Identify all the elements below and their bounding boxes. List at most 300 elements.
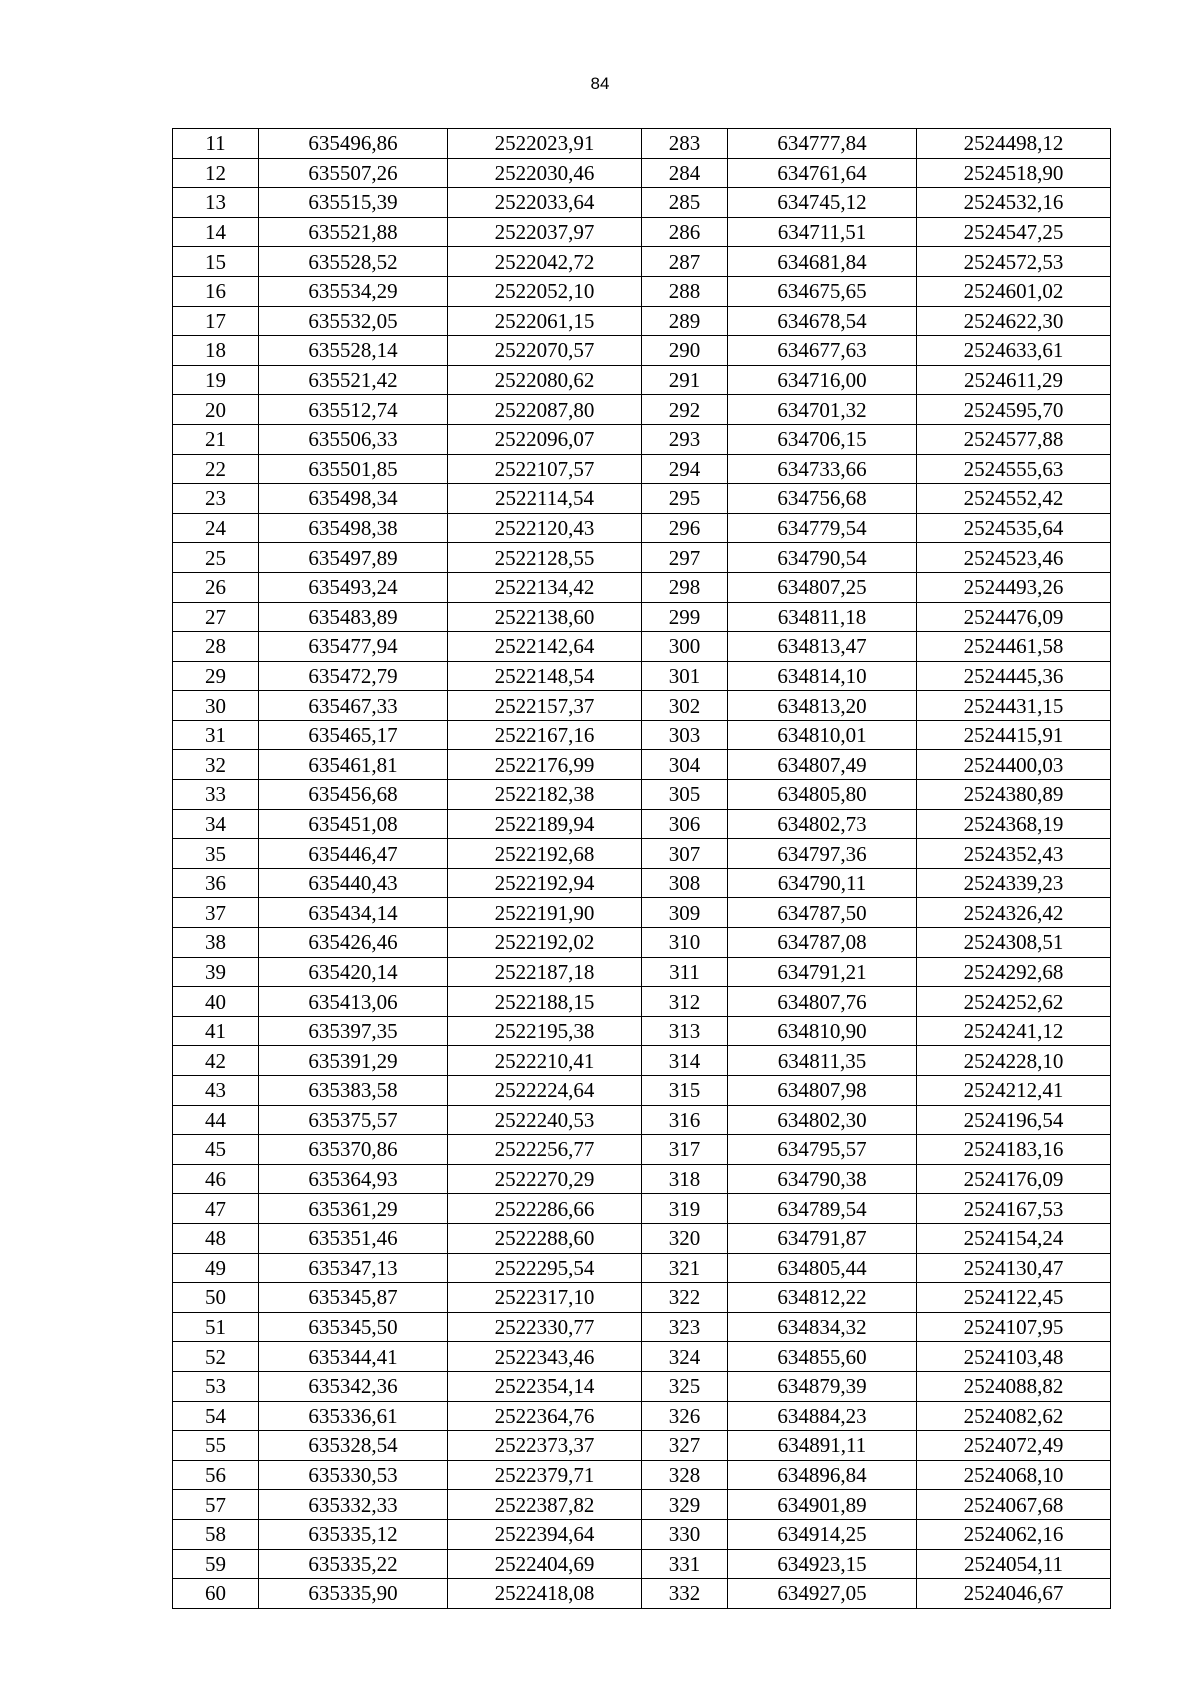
y-coordinate-cell: 2522167,16 — [448, 720, 642, 750]
point-number-cell: 293 — [642, 424, 728, 454]
x-coordinate-cell: 635440,43 — [259, 868, 448, 898]
y-coordinate-cell: 2522373,37 — [448, 1431, 642, 1461]
y-coordinate-cell: 2522192,02 — [448, 928, 642, 958]
point-number-cell: 26 — [173, 572, 259, 602]
x-coordinate-cell: 635345,87 — [259, 1283, 448, 1313]
point-number-cell: 18 — [173, 336, 259, 366]
point-number-cell: 47 — [173, 1194, 259, 1224]
x-coordinate-cell: 635330,53 — [259, 1460, 448, 1490]
point-number-cell: 324 — [642, 1342, 728, 1372]
y-coordinate-cell: 2524167,53 — [917, 1194, 1111, 1224]
x-coordinate-cell: 635451,08 — [259, 809, 448, 839]
x-coordinate-cell: 635467,33 — [259, 691, 448, 721]
point-number-cell: 28 — [173, 632, 259, 662]
table-row — [173, 632, 1111, 662]
x-coordinate-cell: 635328,54 — [259, 1431, 448, 1461]
point-number-cell: 20 — [173, 395, 259, 425]
table-row — [173, 1135, 1111, 1165]
table-row — [173, 661, 1111, 691]
table-row — [173, 336, 1111, 366]
y-coordinate-cell: 2522195,38 — [448, 1016, 642, 1046]
y-coordinate-cell: 2522330,77 — [448, 1312, 642, 1342]
page-number: 84 — [590, 74, 610, 93]
point-number-cell: 307 — [642, 839, 728, 869]
y-coordinate-cell: 2524476,09 — [917, 602, 1111, 632]
y-coordinate-cell: 2524493,26 — [917, 572, 1111, 602]
y-coordinate-cell: 2524326,42 — [917, 898, 1111, 928]
table-row — [173, 809, 1111, 839]
x-coordinate-cell: 634901,89 — [728, 1490, 917, 1520]
y-coordinate-cell: 2522080,62 — [448, 365, 642, 395]
table-row — [173, 424, 1111, 454]
point-number-cell: 43 — [173, 1076, 259, 1106]
x-coordinate-cell: 635361,29 — [259, 1194, 448, 1224]
y-coordinate-cell: 2524212,41 — [917, 1076, 1111, 1106]
y-coordinate-cell: 2524067,68 — [917, 1490, 1111, 1520]
point-number-cell: 286 — [642, 217, 728, 247]
y-coordinate-cell: 2524103,48 — [917, 1342, 1111, 1372]
y-coordinate-cell: 2522286,66 — [448, 1194, 642, 1224]
point-number-cell: 53 — [173, 1371, 259, 1401]
point-number-cell: 41 — [173, 1016, 259, 1046]
y-coordinate-cell: 2524068,10 — [917, 1460, 1111, 1490]
point-number-cell: 297 — [642, 543, 728, 573]
x-coordinate-cell: 634791,21 — [728, 957, 917, 987]
y-coordinate-cell: 2524122,45 — [917, 1283, 1111, 1313]
point-number-cell: 58 — [173, 1519, 259, 1549]
table-row — [173, 928, 1111, 958]
y-coordinate-cell: 2522134,42 — [448, 572, 642, 602]
y-coordinate-cell: 2522188,15 — [448, 987, 642, 1017]
x-coordinate-cell: 634810,01 — [728, 720, 917, 750]
x-coordinate-cell: 635521,88 — [259, 217, 448, 247]
x-coordinate-cell: 635375,57 — [259, 1105, 448, 1135]
y-coordinate-cell: 2522343,46 — [448, 1342, 642, 1372]
x-coordinate-cell: 635528,14 — [259, 336, 448, 366]
y-coordinate-cell: 2522192,94 — [448, 868, 642, 898]
x-coordinate-cell: 634855,60 — [728, 1342, 917, 1372]
x-coordinate-cell: 634795,57 — [728, 1135, 917, 1165]
x-coordinate-cell: 634790,54 — [728, 543, 917, 573]
y-coordinate-cell: 2522387,82 — [448, 1490, 642, 1520]
x-coordinate-cell: 635336,61 — [259, 1401, 448, 1431]
x-coordinate-cell: 634812,22 — [728, 1283, 917, 1313]
y-coordinate-cell: 2524518,90 — [917, 158, 1111, 188]
table-row — [173, 1460, 1111, 1490]
x-coordinate-cell: 635497,89 — [259, 543, 448, 573]
point-number-cell: 315 — [642, 1076, 728, 1106]
y-coordinate-cell: 2524292,68 — [917, 957, 1111, 987]
x-coordinate-cell: 635507,26 — [259, 158, 448, 188]
table-row — [173, 217, 1111, 247]
point-number-cell: 312 — [642, 987, 728, 1017]
point-number-cell: 294 — [642, 454, 728, 484]
table-row — [173, 720, 1111, 750]
x-coordinate-cell: 634791,87 — [728, 1223, 917, 1253]
point-number-cell: 37 — [173, 898, 259, 928]
point-number-cell: 42 — [173, 1046, 259, 1076]
point-number-cell: 320 — [642, 1223, 728, 1253]
table-row — [173, 1401, 1111, 1431]
y-coordinate-cell: 2522256,77 — [448, 1135, 642, 1165]
point-number-cell: 30 — [173, 691, 259, 721]
point-number-cell: 331 — [642, 1549, 728, 1579]
y-coordinate-cell: 2524228,10 — [917, 1046, 1111, 1076]
y-coordinate-cell: 2522114,54 — [448, 484, 642, 514]
y-coordinate-cell: 2524154,24 — [917, 1223, 1111, 1253]
table-row — [173, 1519, 1111, 1549]
table-row — [173, 158, 1111, 188]
point-number-cell: 328 — [642, 1460, 728, 1490]
y-coordinate-cell: 2522192,68 — [448, 839, 642, 869]
x-coordinate-cell: 635521,42 — [259, 365, 448, 395]
point-number-cell: 44 — [173, 1105, 259, 1135]
table-row — [173, 1046, 1111, 1076]
y-coordinate-cell: 2522240,53 — [448, 1105, 642, 1135]
table-row — [173, 1164, 1111, 1194]
x-coordinate-cell: 634745,12 — [728, 188, 917, 218]
x-coordinate-cell: 635446,47 — [259, 839, 448, 869]
x-coordinate-cell: 634813,47 — [728, 632, 917, 662]
x-coordinate-cell: 634834,32 — [728, 1312, 917, 1342]
point-number-cell: 24 — [173, 513, 259, 543]
y-coordinate-cell: 2524183,16 — [917, 1135, 1111, 1165]
y-coordinate-cell: 2522394,64 — [448, 1519, 642, 1549]
x-coordinate-cell: 634923,15 — [728, 1549, 917, 1579]
table-row — [173, 898, 1111, 928]
y-coordinate-cell: 2524072,49 — [917, 1431, 1111, 1461]
x-coordinate-cell: 635344,41 — [259, 1342, 448, 1372]
point-number-cell: 299 — [642, 602, 728, 632]
x-coordinate-cell: 634797,36 — [728, 839, 917, 869]
y-coordinate-cell: 2524252,62 — [917, 987, 1111, 1017]
point-number-cell: 303 — [642, 720, 728, 750]
y-coordinate-cell: 2522182,38 — [448, 780, 642, 810]
x-coordinate-cell: 635347,13 — [259, 1253, 448, 1283]
point-number-cell: 321 — [642, 1253, 728, 1283]
table-row — [173, 1549, 1111, 1579]
point-number-cell: 55 — [173, 1431, 259, 1461]
y-coordinate-cell: 2522061,15 — [448, 306, 642, 336]
x-coordinate-cell: 634811,35 — [728, 1046, 917, 1076]
y-coordinate-cell: 2524196,54 — [917, 1105, 1111, 1135]
y-coordinate-cell: 2524461,58 — [917, 632, 1111, 662]
x-coordinate-cell: 635472,79 — [259, 661, 448, 691]
y-coordinate-cell: 2522189,94 — [448, 809, 642, 839]
y-coordinate-cell: 2522404,69 — [448, 1549, 642, 1579]
x-coordinate-cell: 635342,36 — [259, 1371, 448, 1401]
y-coordinate-cell: 2524532,16 — [917, 188, 1111, 218]
y-coordinate-cell: 2522317,10 — [448, 1283, 642, 1313]
table-row — [173, 750, 1111, 780]
y-coordinate-cell: 2522364,76 — [448, 1401, 642, 1431]
table-row — [173, 1490, 1111, 1520]
point-number-cell: 49 — [173, 1253, 259, 1283]
point-number-cell: 19 — [173, 365, 259, 395]
x-coordinate-cell: 634807,49 — [728, 750, 917, 780]
y-coordinate-cell: 2524572,53 — [917, 247, 1111, 277]
x-coordinate-cell: 635506,33 — [259, 424, 448, 454]
point-number-cell: 16 — [173, 276, 259, 306]
x-coordinate-cell: 635335,22 — [259, 1549, 448, 1579]
point-number-cell: 296 — [642, 513, 728, 543]
y-coordinate-cell: 2524400,03 — [917, 750, 1111, 780]
point-number-cell: 29 — [173, 661, 259, 691]
y-coordinate-cell: 2524130,47 — [917, 1253, 1111, 1283]
x-coordinate-cell: 634811,18 — [728, 602, 917, 632]
x-coordinate-cell: 635391,29 — [259, 1046, 448, 1076]
x-coordinate-cell: 634891,11 — [728, 1431, 917, 1461]
table-row — [173, 247, 1111, 277]
x-coordinate-cell: 635483,89 — [259, 602, 448, 632]
y-coordinate-cell: 2522354,14 — [448, 1371, 642, 1401]
y-coordinate-cell: 2524577,88 — [917, 424, 1111, 454]
point-number-cell: 301 — [642, 661, 728, 691]
y-coordinate-cell: 2522070,57 — [448, 336, 642, 366]
y-coordinate-cell: 2522270,29 — [448, 1164, 642, 1194]
point-number-cell: 59 — [173, 1549, 259, 1579]
table-row — [173, 1283, 1111, 1313]
x-coordinate-cell: 634802,73 — [728, 809, 917, 839]
table-row — [173, 1016, 1111, 1046]
point-number-cell: 326 — [642, 1401, 728, 1431]
point-number-cell: 38 — [173, 928, 259, 958]
x-coordinate-cell: 635496,86 — [259, 129, 448, 159]
table-row — [173, 1105, 1111, 1135]
point-number-cell: 45 — [173, 1135, 259, 1165]
point-number-cell: 292 — [642, 395, 728, 425]
point-number-cell: 329 — [642, 1490, 728, 1520]
table-row — [173, 1076, 1111, 1106]
point-number-cell: 27 — [173, 602, 259, 632]
point-number-cell: 13 — [173, 188, 259, 218]
point-number-cell: 22 — [173, 454, 259, 484]
y-coordinate-cell: 2522288,60 — [448, 1223, 642, 1253]
x-coordinate-cell: 635364,93 — [259, 1164, 448, 1194]
x-coordinate-cell: 635493,24 — [259, 572, 448, 602]
point-number-cell: 311 — [642, 957, 728, 987]
y-coordinate-cell: 2522037,97 — [448, 217, 642, 247]
point-number-cell: 325 — [642, 1371, 728, 1401]
point-number-cell: 57 — [173, 1490, 259, 1520]
table-row — [173, 1371, 1111, 1401]
point-number-cell: 322 — [642, 1283, 728, 1313]
table-row — [173, 1431, 1111, 1461]
point-number-cell: 33 — [173, 780, 259, 810]
y-coordinate-cell: 2524088,82 — [917, 1371, 1111, 1401]
y-coordinate-cell: 2522187,18 — [448, 957, 642, 987]
point-number-cell: 295 — [642, 484, 728, 514]
y-coordinate-cell: 2524622,30 — [917, 306, 1111, 336]
x-coordinate-cell: 634789,54 — [728, 1194, 917, 1224]
y-coordinate-cell: 2522176,99 — [448, 750, 642, 780]
x-coordinate-cell: 634701,32 — [728, 395, 917, 425]
x-coordinate-cell: 634790,38 — [728, 1164, 917, 1194]
y-coordinate-cell: 2522295,54 — [448, 1253, 642, 1283]
x-coordinate-cell: 635335,90 — [259, 1579, 448, 1609]
table-row — [173, 691, 1111, 721]
point-number-cell: 313 — [642, 1016, 728, 1046]
x-coordinate-cell: 635515,39 — [259, 188, 448, 218]
x-coordinate-cell: 635370,86 — [259, 1135, 448, 1165]
point-number-cell: 308 — [642, 868, 728, 898]
table-row — [173, 543, 1111, 573]
point-number-cell: 36 — [173, 868, 259, 898]
x-coordinate-cell: 634802,30 — [728, 1105, 917, 1135]
x-coordinate-cell: 634675,65 — [728, 276, 917, 306]
x-coordinate-cell: 634706,15 — [728, 424, 917, 454]
table-row — [173, 484, 1111, 514]
x-coordinate-cell: 635434,14 — [259, 898, 448, 928]
point-number-cell: 305 — [642, 780, 728, 810]
x-coordinate-cell: 634787,50 — [728, 898, 917, 928]
y-coordinate-cell: 2524368,19 — [917, 809, 1111, 839]
point-number-cell: 17 — [173, 306, 259, 336]
y-coordinate-cell: 2524547,25 — [917, 217, 1111, 247]
point-number-cell: 300 — [642, 632, 728, 662]
y-coordinate-cell: 2522210,41 — [448, 1046, 642, 1076]
y-coordinate-cell: 2524062,16 — [917, 1519, 1111, 1549]
point-number-cell: 288 — [642, 276, 728, 306]
y-coordinate-cell: 2524595,70 — [917, 395, 1111, 425]
point-number-cell: 39 — [173, 957, 259, 987]
point-number-cell: 11 — [173, 129, 259, 159]
table-row — [173, 1579, 1111, 1609]
x-coordinate-cell: 635335,12 — [259, 1519, 448, 1549]
table-row — [173, 129, 1111, 159]
x-coordinate-cell: 635397,35 — [259, 1016, 448, 1046]
y-coordinate-cell: 2522379,71 — [448, 1460, 642, 1490]
table-row — [173, 602, 1111, 632]
x-coordinate-cell: 635477,94 — [259, 632, 448, 662]
x-coordinate-cell: 634756,68 — [728, 484, 917, 514]
point-number-cell: 306 — [642, 809, 728, 839]
point-number-cell: 15 — [173, 247, 259, 277]
y-coordinate-cell: 2522148,54 — [448, 661, 642, 691]
point-number-cell: 21 — [173, 424, 259, 454]
y-coordinate-cell: 2522142,64 — [448, 632, 642, 662]
x-coordinate-cell: 635351,46 — [259, 1223, 448, 1253]
table-row — [173, 1312, 1111, 1342]
x-coordinate-cell: 634716,00 — [728, 365, 917, 395]
x-coordinate-cell: 635413,06 — [259, 987, 448, 1017]
x-coordinate-cell: 634681,84 — [728, 247, 917, 277]
x-coordinate-cell: 634807,98 — [728, 1076, 917, 1106]
x-coordinate-cell: 634733,66 — [728, 454, 917, 484]
point-number-cell: 287 — [642, 247, 728, 277]
table-row — [173, 839, 1111, 869]
y-coordinate-cell: 2524552,42 — [917, 484, 1111, 514]
point-number-cell: 284 — [642, 158, 728, 188]
x-coordinate-cell: 635345,50 — [259, 1312, 448, 1342]
point-number-cell: 318 — [642, 1164, 728, 1194]
x-coordinate-cell: 634914,25 — [728, 1519, 917, 1549]
y-coordinate-cell: 2522418,08 — [448, 1579, 642, 1609]
point-number-cell: 46 — [173, 1164, 259, 1194]
x-coordinate-cell: 634805,44 — [728, 1253, 917, 1283]
point-number-cell: 31 — [173, 720, 259, 750]
point-number-cell: 298 — [642, 572, 728, 602]
y-coordinate-cell: 2524046,67 — [917, 1579, 1111, 1609]
point-number-cell: 304 — [642, 750, 728, 780]
point-number-cell: 314 — [642, 1046, 728, 1076]
x-coordinate-cell: 634884,23 — [728, 1401, 917, 1431]
x-coordinate-cell: 634927,05 — [728, 1579, 917, 1609]
y-coordinate-cell: 2522157,37 — [448, 691, 642, 721]
y-coordinate-cell: 2524176,09 — [917, 1164, 1111, 1194]
y-coordinate-cell: 2524380,89 — [917, 780, 1111, 810]
x-coordinate-cell: 634807,76 — [728, 987, 917, 1017]
point-number-cell: 290 — [642, 336, 728, 366]
point-number-cell: 14 — [173, 217, 259, 247]
x-coordinate-cell: 635498,38 — [259, 513, 448, 543]
x-coordinate-cell: 635501,85 — [259, 454, 448, 484]
y-coordinate-cell: 2522023,91 — [448, 129, 642, 159]
point-number-cell: 283 — [642, 129, 728, 159]
table-row — [173, 1194, 1111, 1224]
table-row — [173, 572, 1111, 602]
x-coordinate-cell: 634813,20 — [728, 691, 917, 721]
x-coordinate-cell: 635461,81 — [259, 750, 448, 780]
coordinates-table — [172, 128, 1111, 1609]
table-row — [173, 188, 1111, 218]
y-coordinate-cell: 2522107,57 — [448, 454, 642, 484]
table-row — [173, 306, 1111, 336]
y-coordinate-cell: 2522120,43 — [448, 513, 642, 543]
y-coordinate-cell: 2524535,64 — [917, 513, 1111, 543]
point-number-cell: 330 — [642, 1519, 728, 1549]
x-coordinate-cell: 635420,14 — [259, 957, 448, 987]
y-coordinate-cell: 2524241,12 — [917, 1016, 1111, 1046]
x-coordinate-cell: 635532,05 — [259, 306, 448, 336]
coordinates-table-body — [173, 129, 1111, 1609]
y-coordinate-cell: 2522042,72 — [448, 247, 642, 277]
x-coordinate-cell: 634761,64 — [728, 158, 917, 188]
y-coordinate-cell: 2524611,29 — [917, 365, 1111, 395]
x-coordinate-cell: 634807,25 — [728, 572, 917, 602]
table-row — [173, 276, 1111, 306]
x-coordinate-cell: 635528,52 — [259, 247, 448, 277]
x-coordinate-cell: 635512,74 — [259, 395, 448, 425]
point-number-cell: 12 — [173, 158, 259, 188]
table-row — [173, 395, 1111, 425]
y-coordinate-cell: 2524415,91 — [917, 720, 1111, 750]
table-row — [173, 454, 1111, 484]
point-number-cell: 52 — [173, 1342, 259, 1372]
y-coordinate-cell: 2522138,60 — [448, 602, 642, 632]
x-coordinate-cell: 635383,58 — [259, 1076, 448, 1106]
x-coordinate-cell: 635456,68 — [259, 780, 448, 810]
y-coordinate-cell: 2524445,36 — [917, 661, 1111, 691]
point-number-cell: 323 — [642, 1312, 728, 1342]
table-row — [173, 1223, 1111, 1253]
y-coordinate-cell: 2524054,11 — [917, 1549, 1111, 1579]
x-coordinate-cell: 634677,63 — [728, 336, 917, 366]
point-number-cell: 50 — [173, 1283, 259, 1313]
y-coordinate-cell: 2522087,80 — [448, 395, 642, 425]
y-coordinate-cell: 2524633,61 — [917, 336, 1111, 366]
x-coordinate-cell: 634814,10 — [728, 661, 917, 691]
x-coordinate-cell: 634678,54 — [728, 306, 917, 336]
point-number-cell: 34 — [173, 809, 259, 839]
y-coordinate-cell: 2522191,90 — [448, 898, 642, 928]
table-row — [173, 868, 1111, 898]
y-coordinate-cell: 2522030,46 — [448, 158, 642, 188]
x-coordinate-cell: 634779,54 — [728, 513, 917, 543]
y-coordinate-cell: 2524601,02 — [917, 276, 1111, 306]
y-coordinate-cell: 2522033,64 — [448, 188, 642, 218]
x-coordinate-cell: 634711,51 — [728, 217, 917, 247]
